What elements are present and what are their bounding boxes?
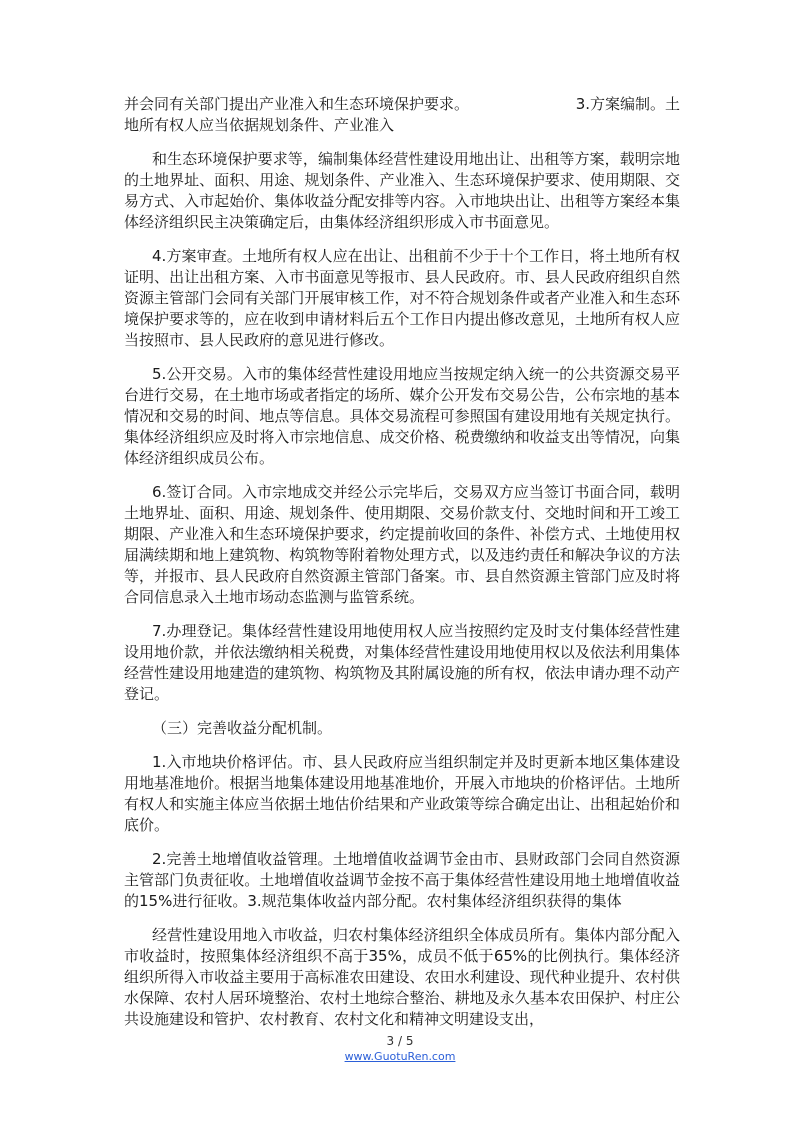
paragraph-value-added-management: 2.完善土地增值收益管理。土地增值收益调节金由市、县财政部门会同自然资源主管部门负责征收。土地增值收益调节金按不高于集体经营性建设用地土地增值收益的15%进行征收。3.规范集体收益内部分配。农村集体经济组织获得的集体 [124, 850, 680, 910]
paragraph-plan-review: 4.方案审查。土地所有权人应在出让、出租前不少于十个工作日，将土地所有权证明、出让出租方案、入市书面意见等报市、县人民政府。市、县人民政府组织自然资源主管部门会同有关部门开展审核工作，对不符合规划条件或者产业准入和生态环境保护要求等的，应在收到申请材料后五个工作日内提出修改意见，土地所有权人应当按照市、县人民政府的意见进行修改。 [124, 247, 680, 349]
paragraph-1-left: 并会同有关部门提出产业准入和生态环境保护要求。 [124, 95, 470, 113]
paragraph-1-line-1 [124, 94, 680, 115]
page-number: 3 / 5 [386, 1034, 414, 1048]
document-body [124, 94, 680, 1030]
paragraph-internal-distribution: 经营性建设用地入市收益，归农村集体经济组织全体成员所有。集体内部分配入市收益时，按照集体经济组织不高于35%，成员不低于65%的比例执行。集体经济组织所得入市收益主要用于高标准农田建设、农田水利建设、现代种业提升、农村供水保障、农村人居环境整治、农村土地综合整治、耕地及永久基本农田保护、村庄公共设施建设和管护、农村教育、农村文化和精神文明建设支出， [124, 926, 680, 1028]
site-link[interactable]: www.GuotuRen.com [344, 1050, 456, 1063]
paragraph-price-evaluation: 1.入市地块价格评估。市、县人民政府应当组织制定并及时更新本地区集体建设用地基准地价。根据当地集体建设用地基准地价，开展入市地块的价格评估。土地所有权人和实施主体应当依据土地估价结果和产业政策等综合确定出让、出租起始价和底价。 [124, 753, 680, 834]
paragraph-sign-contract: 6.签订合同。入市宗地成交并经公示完毕后，交易双方应当签订书面合同，载明土地界址、面积、用途、规划条件、使用期限、交易价款支付、交地时间和开工竣工期限、产业准入和生态环境保护要求，约定提前收回的条件、补偿方式、土地使用权届满续期和地上建筑物、构筑物等附着物处理方式，以及违约责任和解决争议的方法等，并报市、县人民政府自然资源主管部门备案。市、县自然资源主管部门应及时将合同信息录入土地市场动态监测与监管系统。 [124, 483, 680, 606]
paragraph-1-line-2: 地所有权人应当依据规划条件、产业准入 [124, 116, 395, 134]
section-heading-income-distribution: （三）完善收益分配机制。 [152, 719, 333, 737]
paragraph-registration: 7.办理登记。集体经营性建设用地使用权人应当按照约定及时支付集体经营性建设用地价款，并依法缴纳相关税费，对集体经营性建设用地使用权以及依法利用集体经营性建设用地建造的建筑物、构筑物及其附属设施的所有权，依法申请办理不动产登记。 [124, 622, 680, 703]
paragraph-plan-content: 和生态环境保护要求等，编制集体经营性建设用地出让、出租等方案，载明宗地的土地界址、面积、用途、规划条件、产业准入、生态环境保护要求、使用期限、交易方式、入市起始价、集体收益分配安排等内容。入市地块出让、出租等方案经本集体经济组织民主决策确定后，由集体经济组织形成入市书面意见。 [124, 150, 680, 231]
paragraph-public-trading: 5.公开交易。入市的集体经营性建设用地应当按规定纳入统一的公共资源交易平台进行交易，在土地市场或者指定的场所、媒介公开发布交易公告，公布宗地的基本情况和交易的时间、地点等信息。具体交易流程可参照国有建设用地有关规定执行。集体经济组织应及时将入市宗地信息、成交价格、税费缴纳和收益支出等情况，向集体经济组织成员公布。 [124, 365, 680, 467]
paragraph-1-right: 3.方案编制。土 [575, 95, 680, 113]
